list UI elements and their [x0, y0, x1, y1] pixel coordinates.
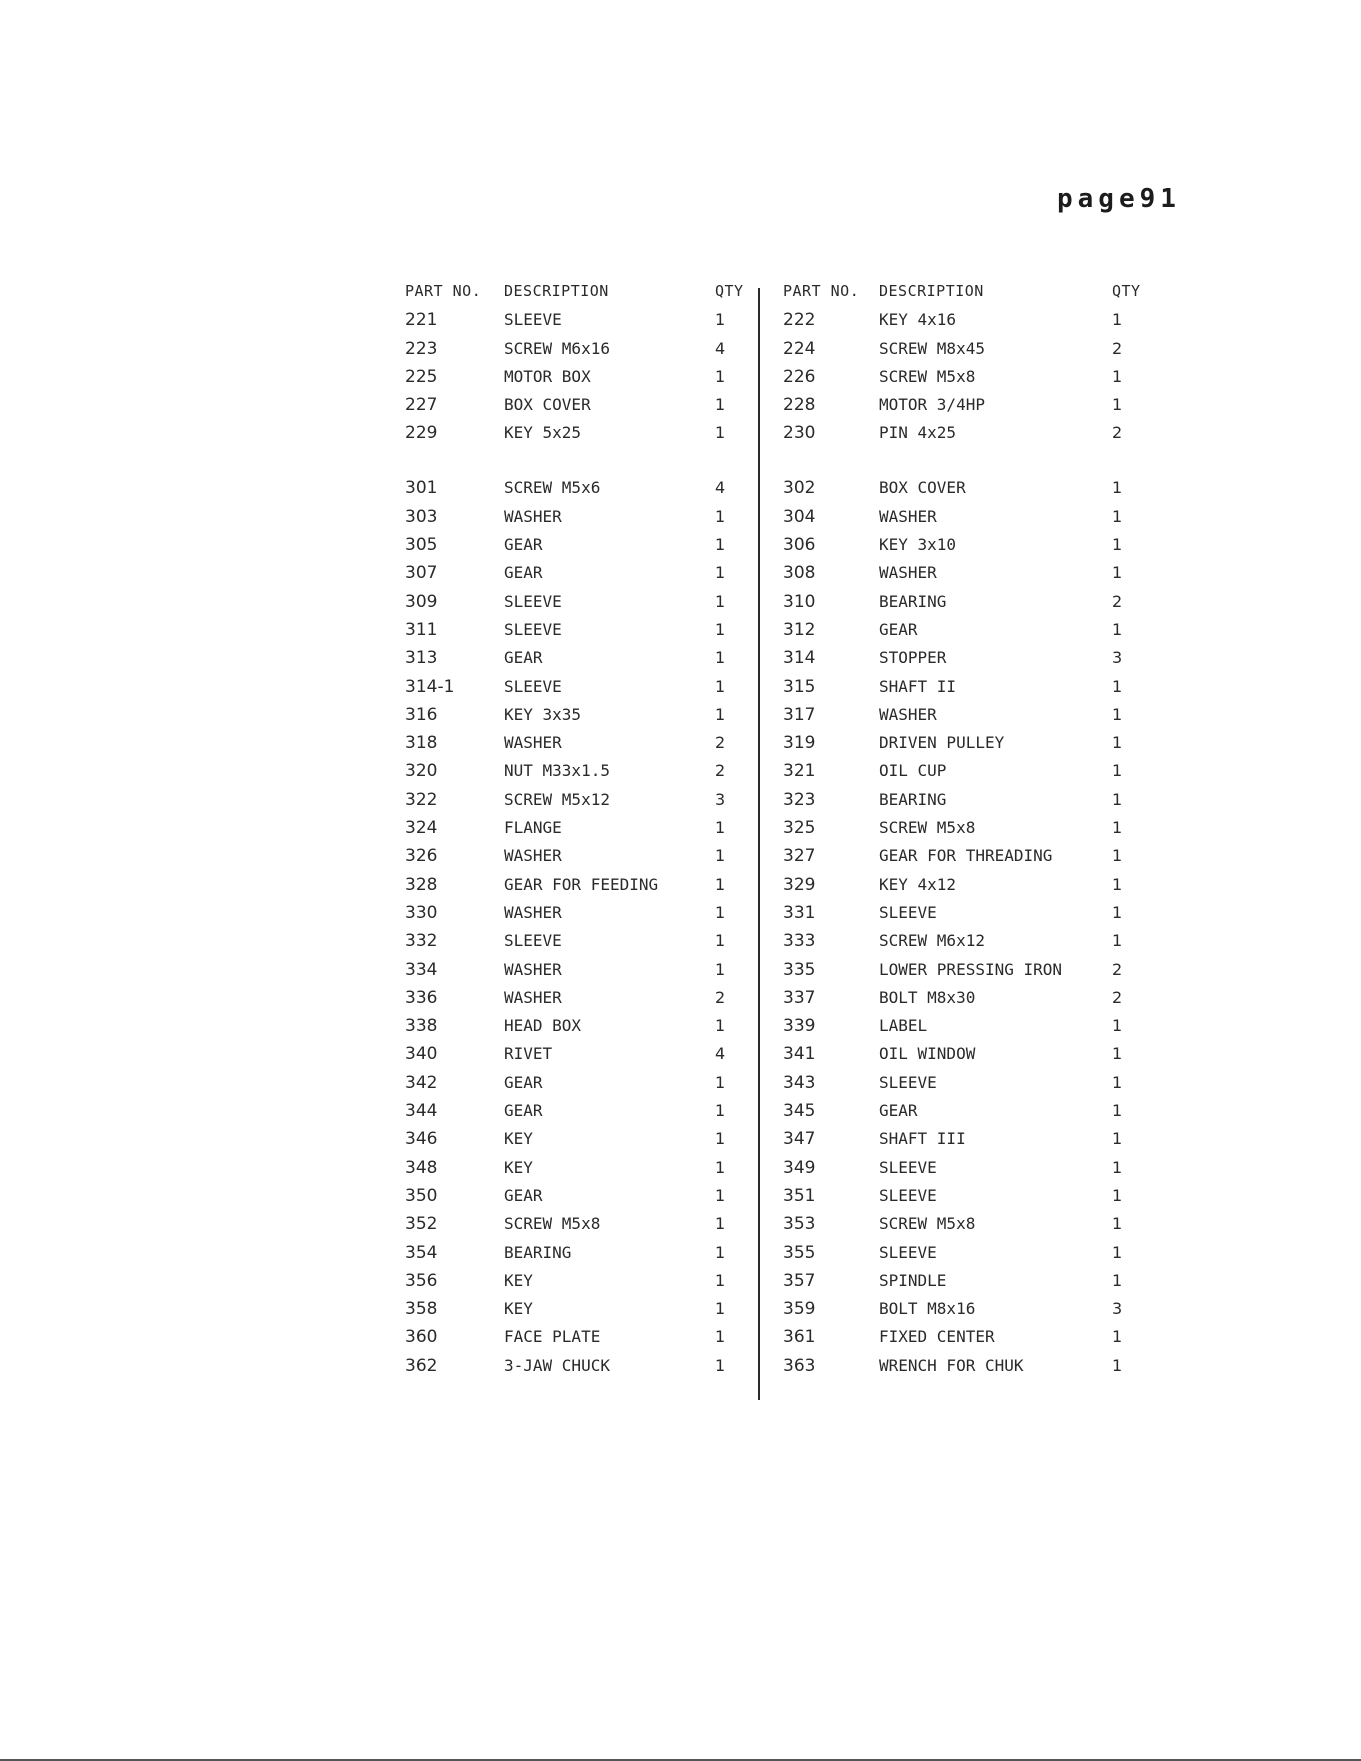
qty-left: 3 [715, 789, 726, 809]
part-no-left: 348 [405, 1157, 438, 1178]
description-left: SCREW M6x16 [504, 338, 610, 358]
description-left: GEAR [504, 563, 543, 583]
part-no-right: 357 [783, 1270, 816, 1291]
part-no-left: 356 [405, 1270, 438, 1291]
part-no-left: 342 [405, 1072, 438, 1093]
part-no-left: 340 [405, 1044, 438, 1065]
qty-right: 1 [1112, 395, 1123, 415]
qty-right: 2 [1112, 338, 1123, 358]
part-no-right: 327 [783, 846, 816, 867]
description-right: GEAR [879, 1101, 918, 1121]
qty-left: 2 [715, 733, 726, 753]
qty-left: 1 [715, 959, 726, 979]
description-left: SLEEVE [504, 310, 562, 330]
qty-right: 1 [1112, 874, 1123, 894]
qty-left: 1 [715, 1270, 726, 1290]
part-no-left: 318 [405, 733, 438, 754]
description-right: SCREW M8x45 [879, 338, 985, 358]
part-no-right: 331 [783, 902, 816, 923]
qty-right: 1 [1112, 733, 1123, 753]
description-right: BOLT M8x30 [879, 987, 976, 1007]
part-no-left: 326 [405, 846, 438, 867]
description-right: WASHER [879, 704, 937, 724]
qty-right: 3 [1112, 648, 1123, 668]
qty-left: 1 [715, 423, 726, 443]
part-no-left: 358 [405, 1299, 438, 1320]
qty-right: 1 [1112, 789, 1123, 809]
part-no-right: 317 [783, 704, 816, 725]
description-left: SLEEVE [504, 931, 562, 951]
part-no-right: 361 [783, 1327, 816, 1348]
description-right: LOWER PRESSING IRON [879, 959, 1063, 979]
part-no-right: 315 [783, 676, 816, 697]
part-no-left: 328 [405, 874, 438, 895]
qty-right: 1 [1112, 902, 1123, 922]
description-left: GEAR [504, 1072, 543, 1092]
description-left: SLEEVE [504, 676, 562, 696]
qty-left: 1 [715, 874, 726, 894]
header-qty-right: QTY [1112, 282, 1141, 300]
description-right: WASHER [879, 506, 937, 526]
part-no-left: 362 [405, 1355, 438, 1376]
description-left: KEY [504, 1129, 533, 1149]
qty-left: 1 [715, 535, 726, 555]
part-no-right: 304 [783, 506, 816, 527]
qty-left: 1 [715, 1299, 726, 1319]
part-no-left: 360 [405, 1327, 438, 1348]
qty-left: 1 [715, 1185, 726, 1205]
description-right: SHAFT II [879, 676, 957, 696]
description-right: GEAR FOR THREADING [879, 846, 1053, 866]
qty-left: 1 [715, 591, 726, 611]
description-left: GEAR [504, 648, 543, 668]
description-left: KEY [504, 1270, 533, 1290]
part-no-right: 345 [783, 1101, 816, 1122]
description-right: KEY 4x12 [879, 874, 957, 894]
part-no-right: 323 [783, 789, 816, 810]
qty-right: 1 [1112, 1355, 1123, 1375]
description-left: GEAR FOR FEEDING [504, 874, 659, 894]
qty-right: 1 [1112, 1270, 1123, 1290]
part-no-left: 307 [405, 563, 438, 584]
description-left: GEAR [504, 535, 543, 555]
part-no-left: 309 [405, 591, 438, 612]
part-no-right: 329 [783, 874, 816, 895]
description-right: STOPPER [879, 648, 947, 668]
part-no-left: 227 [405, 395, 438, 416]
qty-right: 1 [1112, 619, 1123, 639]
qty-right: 1 [1112, 1327, 1123, 1347]
part-no-right: 230 [783, 423, 816, 444]
part-no-left: 330 [405, 902, 438, 923]
description-right: BOX COVER [879, 478, 966, 498]
part-no-right: 312 [783, 619, 816, 640]
qty-left: 1 [715, 395, 726, 415]
part-no-left: 336 [405, 987, 438, 1008]
part-no-right: 339 [783, 1016, 816, 1037]
qty-left: 1 [715, 931, 726, 951]
qty-left: 1 [715, 704, 726, 724]
qty-left: 4 [715, 338, 726, 358]
description-left: FLANGE [504, 818, 562, 838]
description-right: SCREW M5x8 [879, 1214, 976, 1234]
qty-right: 1 [1112, 506, 1123, 526]
qty-left: 4 [715, 1044, 726, 1064]
description-left: BOX COVER [504, 395, 591, 415]
qty-right: 2 [1112, 987, 1123, 1007]
description-right: MOTOR 3/4HP [879, 395, 985, 415]
description-right: SLEEVE [879, 1157, 937, 1177]
description-right: BEARING [879, 591, 947, 611]
qty-right: 1 [1112, 478, 1123, 498]
qty-right: 1 [1112, 563, 1123, 583]
part-no-left: 354 [405, 1242, 438, 1263]
description-left: WASHER [504, 846, 562, 866]
description-left: RIVET [504, 1044, 553, 1064]
description-right: SCREW M6x12 [879, 931, 985, 951]
part-no-right: 310 [783, 591, 816, 612]
qty-left: 1 [715, 1101, 726, 1121]
part-no-right: 306 [783, 535, 816, 556]
description-left: KEY [504, 1157, 533, 1177]
part-no-right: 228 [783, 395, 816, 416]
qty-left: 1 [715, 310, 726, 330]
description-right: BEARING [879, 789, 947, 809]
header-description-right: DESCRIPTION [879, 282, 984, 300]
part-no-left: 338 [405, 1016, 438, 1037]
description-right: SCREW M5x8 [879, 366, 976, 386]
description-left: MOTOR BOX [504, 366, 591, 386]
qty-right: 1 [1112, 1185, 1123, 1205]
qty-left: 1 [715, 366, 726, 386]
qty-right: 1 [1112, 535, 1123, 555]
part-no-right: 335 [783, 959, 816, 980]
part-no-right: 224 [783, 338, 816, 359]
qty-left: 2 [715, 761, 726, 781]
part-no-left: 305 [405, 535, 438, 556]
part-no-right: 226 [783, 366, 816, 387]
qty-left: 2 [715, 987, 726, 1007]
description-left: SCREW M5x6 [504, 478, 601, 498]
qty-left: 1 [715, 619, 726, 639]
qty-right: 1 [1112, 1101, 1123, 1121]
description-left: GEAR [504, 1185, 543, 1205]
description-right: OIL WINDOW [879, 1044, 976, 1064]
part-no-right: 314 [783, 648, 816, 669]
description-left: WASHER [504, 733, 562, 753]
qty-right: 1 [1112, 704, 1123, 724]
qty-right: 2 [1112, 959, 1123, 979]
description-right: DRIVEN PULLEY [879, 733, 1005, 753]
description-right: FIXED CENTER [879, 1327, 995, 1347]
qty-left: 1 [715, 818, 726, 838]
part-no-right: 355 [783, 1242, 816, 1263]
part-no-right: 359 [783, 1299, 816, 1320]
part-no-right: 333 [783, 931, 816, 952]
description-right: WASHER [879, 563, 937, 583]
part-no-left: 332 [405, 931, 438, 952]
qty-right: 1 [1112, 846, 1123, 866]
part-no-left: 229 [405, 423, 438, 444]
qty-left: 1 [715, 1327, 726, 1347]
qty-right: 1 [1112, 1129, 1123, 1149]
part-no-right: 341 [783, 1044, 816, 1065]
description-left: SCREW M5x12 [504, 789, 610, 809]
page-number: page91 [1057, 184, 1181, 214]
description-right: WRENCH FOR CHUK [879, 1355, 1024, 1375]
part-no-right: 222 [783, 310, 816, 331]
qty-right: 2 [1112, 423, 1123, 443]
part-no-right: 302 [783, 478, 816, 499]
qty-right: 1 [1112, 931, 1123, 951]
description-right: OIL CUP [879, 761, 947, 781]
part-no-right: 349 [783, 1157, 816, 1178]
qty-right: 1 [1112, 1242, 1123, 1262]
description-right: SLEEVE [879, 1072, 937, 1092]
part-no-right: 321 [783, 761, 816, 782]
part-no-right: 325 [783, 818, 816, 839]
qty-right: 1 [1112, 1016, 1123, 1036]
description-left: GEAR [504, 1101, 543, 1121]
header-part-no-right: PART NO. [783, 282, 860, 300]
qty-left: 1 [715, 1016, 726, 1036]
qty-right: 1 [1112, 1157, 1123, 1177]
part-no-right: 308 [783, 563, 816, 584]
description-left: HEAD BOX [504, 1016, 582, 1036]
qty-left: 1 [715, 1355, 726, 1375]
description-right: KEY 3x10 [879, 535, 957, 555]
qty-right: 1 [1112, 1072, 1123, 1092]
description-left: SLEEVE [504, 619, 562, 639]
qty-left: 1 [715, 846, 726, 866]
column-divider [758, 288, 760, 1400]
part-no-left: 221 [405, 310, 438, 331]
part-no-left: 223 [405, 338, 438, 359]
part-no-right: 363 [783, 1355, 816, 1376]
description-left: NUT M33x1.5 [504, 761, 610, 781]
qty-left: 1 [715, 1214, 726, 1234]
part-no-left: 314-1 [405, 676, 455, 697]
description-left: KEY 3x35 [504, 704, 582, 724]
header-qty-left: QTY [715, 282, 744, 300]
qty-left: 1 [715, 1129, 726, 1149]
qty-right: 1 [1112, 366, 1123, 386]
part-no-left: 313 [405, 648, 438, 669]
header-part-no-left: PART NO. [405, 282, 482, 300]
part-no-left: 320 [405, 761, 438, 782]
description-left: KEY [504, 1299, 533, 1319]
part-no-left: 324 [405, 818, 438, 839]
qty-left: 4 [715, 478, 726, 498]
part-no-left: 322 [405, 789, 438, 810]
qty-right: 1 [1112, 1214, 1123, 1234]
qty-left: 1 [715, 902, 726, 922]
description-right: PIN 4x25 [879, 423, 957, 443]
qty-left: 1 [715, 1242, 726, 1262]
qty-right: 1 [1112, 818, 1123, 838]
description-left: BEARING [504, 1242, 572, 1262]
qty-right: 1 [1112, 676, 1123, 696]
qty-left: 1 [715, 1072, 726, 1092]
description-right: LABEL [879, 1016, 928, 1036]
qty-left: 1 [715, 1157, 726, 1177]
description-left: SCREW M5x8 [504, 1214, 601, 1234]
part-no-left: 316 [405, 704, 438, 725]
part-no-right: 343 [783, 1072, 816, 1093]
description-right: KEY 4x16 [879, 310, 957, 330]
description-left: WASHER [504, 506, 562, 526]
part-no-left: 334 [405, 959, 438, 980]
description-left: WASHER [504, 902, 562, 922]
description-right: SHAFT III [879, 1129, 966, 1149]
part-no-right: 319 [783, 733, 816, 754]
qty-right: 1 [1112, 761, 1123, 781]
qty-left: 1 [715, 563, 726, 583]
description-left: SLEEVE [504, 591, 562, 611]
description-right: SLEEVE [879, 1185, 937, 1205]
part-no-left: 301 [405, 478, 438, 499]
part-no-left: 352 [405, 1214, 438, 1235]
description-left: WASHER [504, 987, 562, 1007]
description-left: KEY 5x25 [504, 423, 582, 443]
qty-right: 1 [1112, 1044, 1123, 1064]
part-no-left: 225 [405, 366, 438, 387]
description-left: FACE PLATE [504, 1327, 601, 1347]
description-right: SPINDLE [879, 1270, 947, 1290]
description-left: WASHER [504, 959, 562, 979]
qty-left: 1 [715, 506, 726, 526]
part-no-left: 346 [405, 1129, 438, 1150]
description-left: 3-JAW CHUCK [504, 1355, 610, 1375]
part-no-left: 311 [405, 619, 438, 640]
part-no-right: 353 [783, 1214, 816, 1235]
description-right: SCREW M5x8 [879, 818, 976, 838]
qty-right: 2 [1112, 591, 1123, 611]
part-no-right: 351 [783, 1185, 816, 1206]
header-description-left: DESCRIPTION [504, 282, 609, 300]
qty-right: 3 [1112, 1299, 1123, 1319]
part-no-left: 350 [405, 1185, 438, 1206]
part-no-right: 337 [783, 987, 816, 1008]
qty-right: 1 [1112, 310, 1123, 330]
part-no-right: 347 [783, 1129, 816, 1150]
part-no-left: 344 [405, 1101, 438, 1122]
qty-left: 1 [715, 676, 726, 696]
description-right: SLEEVE [879, 1242, 937, 1262]
description-right: SLEEVE [879, 902, 937, 922]
description-right: BOLT M8x16 [879, 1299, 976, 1319]
part-no-left: 303 [405, 506, 438, 527]
qty-left: 1 [715, 648, 726, 668]
description-right: GEAR [879, 619, 918, 639]
